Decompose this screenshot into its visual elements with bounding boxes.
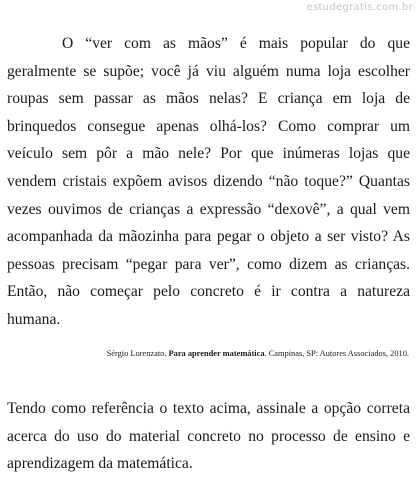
citation-work-title: Para aprender matemática xyxy=(168,349,265,358)
question-prompt: Tendo como referência o texto acima, assinale a opção correta acerca do uso do material concreto no processo de ensino e aprendizagem da matemática. xyxy=(7,400,410,473)
citation xyxy=(0,349,409,358)
citation-publication: . Campinas, SP: Autores Associados, 2010. xyxy=(264,349,409,358)
passage-text: O “ver com as mãos” é mais popular do que geralmente se supõe; você já viu alguém numa loja escolher roupas sem passar as mãos nelas? E criança em loja de brinquedos consegue apenas olhá-los? Como comprar um veículo sem pôr a mão nele? Por que inúmeras lojas que vendem cristais expõem avisos dizendo “não toque?” Quantas vezes ouvimos de crianças a expressão “dexovê”, a qual vem acompanhada da mãozinha para pegar o objeto a ser visto? As pessoas precisam “pegar para ver”, como dizem as crianças. Então, não começar pelo concreto é ir contra a natureza humana. xyxy=(7,35,410,328)
citation-author: Sérgio Lorenzato. xyxy=(106,349,167,358)
site-watermark: estudegratis.com.br xyxy=(306,2,413,13)
